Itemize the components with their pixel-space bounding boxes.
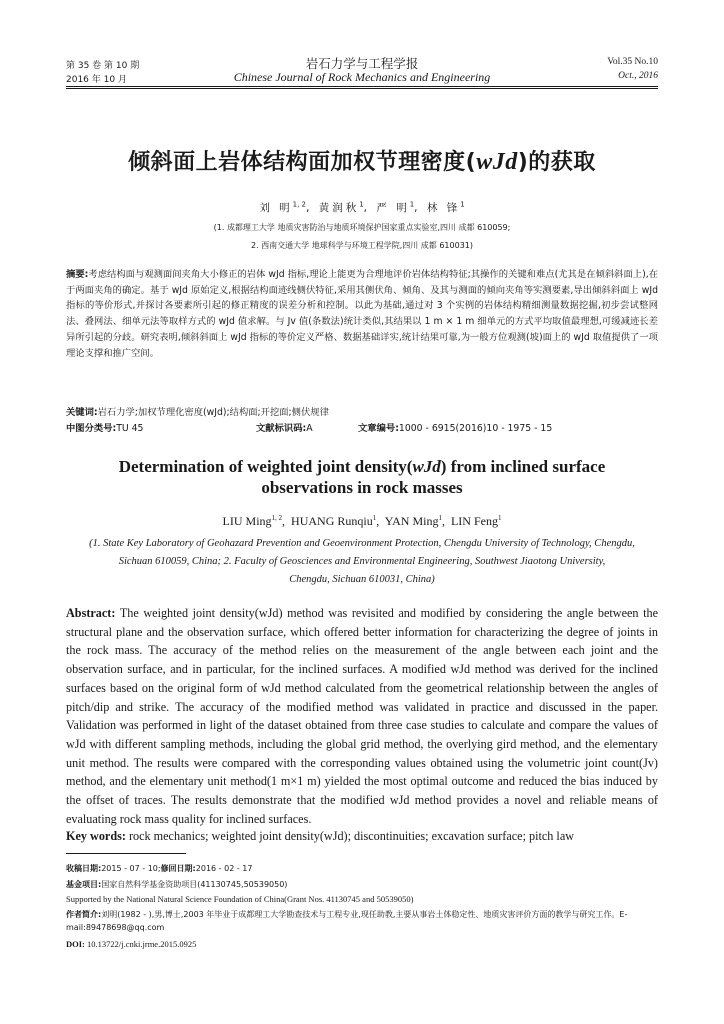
author-cn: 黄润秋 <box>318 202 360 214</box>
footnote-dates <box>66 862 658 875</box>
authors-cn: 刘 明$^{1, 2}$, 黄润秋$^1$, 严 明$^1$, 林 锋$^1$ <box>259 200 465 214</box>
keywords-cn <box>66 404 658 418</box>
affiliations-en <box>66 535 658 589</box>
keywords-en-label: Key words: <box>66 829 126 843</box>
received-label: 收稿日期: <box>66 864 102 873</box>
article-number-label: 文章编号: <box>358 423 399 434</box>
journal-name-cn: 岩石力学与工程学报 <box>305 56 419 71</box>
volume-issue-cn: 第 35 卷 第 10 期 <box>66 61 140 71</box>
affiliation-en: (1. State Key Laboratory of Geohazard Prevention and Geoenvironment Protection, Chengdu University of Technology, Chengdu, <box>89 538 635 549</box>
authors-en: LIU Ming$^{1, 2}$, HUANG Runqiu$^1$, YAN Ming$^1$, LIN Feng$^1$ <box>222 514 502 528</box>
abstract-en-label: Abstract: <box>66 606 116 620</box>
title-en-suffix: ) from inclined surface <box>440 457 606 476</box>
keywords-cn-text: 岩石力学;加权节理化密度(wJd);结构面;开挖面;侧伏规律 <box>97 407 329 418</box>
fund-label: 基金项目: <box>66 880 102 889</box>
author-cn-sup: 1, 2 <box>292 200 307 209</box>
abstract-cn-label: 摘要: <box>66 269 89 280</box>
title-cn-suffix: )的获取 <box>517 150 596 175</box>
author-en-sup: 1 <box>372 514 377 522</box>
bio-text: 刘明(1982 - ),男,博士,2003 年毕业于成都理工大学勘查技术与工程专业,现任助教,主要从事岩土体稳定性、地质灾害评价方面的教学与研究工作。E-mail:89478698@qq.com <box>66 910 628 932</box>
fund-text: 国家自然科学基金资助项目(41130745,50539050) <box>101 880 288 889</box>
author-en: YAN Ming <box>384 514 439 528</box>
bio-label: 作者简介: <box>66 910 102 919</box>
date-cn: 2016 年 10 月 <box>66 75 127 85</box>
abstract-en-text: The weighted joint density(wJd) method was revisited and modified by considering the angle between the structural plane and the observation surface, which offered better information for characterizing the degree of joints in the rock mass. The accuracy of the method relies on the measurement of the angle between each joint and the observation surface, and in particular, for the inclined surfaces. A modified wJd method was derived for the inclined surfaces based on the original form of wJd method calculated from the geometrical relationship between the angles of pitch/dip and strike. The accuracy of the modified method was validated in practice and discussed in the paper. Validation was performed in light of the dataset obtained from three case studies to calculate and compare the values of wJd with different sampling methods, including the global grid method, the overlying gird method, and the elementary unit method. The results were compared with the corresponding values obtained using the volumetric joint count(Jv) method, and the elementary unit method(1 m×1 m) yielded the most optimal outcome and reduced the bias induced by the offset of traces. The results demonstrate that the modified wJd method provides a novel and reliable means of evaluating rock mass quality for inclined surfaces. <box>66 606 659 826</box>
clc-value: TU 45 <box>116 423 144 434</box>
keywords-en <box>66 829 658 844</box>
paper-title-en <box>0 456 724 498</box>
author-cn: 刘 明 <box>259 202 293 214</box>
abstract-cn <box>66 267 658 361</box>
title-en-prefix: Determination of weighted joint density( <box>118 457 413 476</box>
affiliation-cn: (1. 成都理工大学 地质灾害防治与地质环境保护国家重点实验室,四川 成都 610059; <box>213 223 511 232</box>
doi-value: 10.13722/j.cnki.jrme.2015.0925 <box>87 939 197 949</box>
author-cn-sup: 1 <box>359 200 364 209</box>
author-en-sup: 1, 2 <box>271 514 283 522</box>
doi-label: DOI: <box>66 939 85 949</box>
affiliation-en: Chengdu, Sichuan 610031, China) <box>289 574 435 585</box>
abstract-en <box>66 604 658 828</box>
author-en: LIN Feng <box>450 514 498 528</box>
paper-title-cn <box>0 145 724 176</box>
title-cn-prefix: 倾斜面上岩体结构面加权节理密度( <box>128 150 477 175</box>
author-en: LIU Ming <box>222 514 272 528</box>
footnote-fund-en: Supported by the National Natural Science Foundation of China(Grant Nos. 41130745 and 50539050) <box>66 894 414 904</box>
revised-label: 修回日期: <box>160 864 196 873</box>
author-cn: 林 锋 <box>426 202 461 214</box>
title-en-italic: wJd <box>412 457 441 476</box>
author-en-sup: 1 <box>438 514 442 522</box>
keywords-cn-label: 关键词: <box>66 407 98 418</box>
title-en-line2: observations in rock masses <box>261 478 463 497</box>
footnote-rule <box>66 853 186 854</box>
author-cn-sup: 1 <box>409 200 415 209</box>
author-cn: 严 明 <box>376 202 410 214</box>
footnote-fund <box>66 878 658 891</box>
author-cn-sup: 1 <box>460 200 465 209</box>
received-date: 2015 - 07 - 10; <box>101 864 161 873</box>
clc-label: 中图分类号: <box>66 423 117 434</box>
author-en-sup: 1 <box>497 514 502 522</box>
keywords-en-text: rock mechanics; weighted joint density(wJd); discontinuities; excavation surface; pitch law <box>128 829 575 843</box>
revised-date: 2016 - 02 - 17 <box>195 864 253 873</box>
doc-code-value: A <box>306 423 313 434</box>
footnote-bio <box>66 908 658 934</box>
footnote-doi <box>66 938 658 951</box>
journal-name-en: Chinese Journal of Rock Mechanics and Engineering <box>233 70 491 84</box>
header-rule <box>66 86 658 87</box>
abstract-cn-text: 考虑结构面与观测面间夹角大小修正的岩体 wJd 指标,理论上能更为合理地评价岩体结构特征;其操作的关键和难点(尤其是在倾斜斜面上),在于两面夹角的确定。基于 wJd 原始定义,根据结构面迹线侧伏特征,采用其侧伏角、倾角、及其与测面的倾向夹角等实测要素,导出倾斜斜面上 wJd 指标的等价形式,并探讨各要素所引起的修正精度的误差分析和控制。以此为基础,通过对 3 个实例的岩体结构精细测量数据挖掘,初步尝试整网法、叠网法、细单元法等取样方式的 wJd 值求解。与 Jv 值(条数法)统计类似,其结果以 1 m × 1 m 细单元的方式平均取值最理想,可缓减迹长差异所引起的分歧。研究表明,倾斜斜面上 wJd 指标的等价定义严格、数据基础详实,统计结果可靠,为一般方位观测(坡)面上的 wJd 取值提供了一项理论支撑和推广空间。 <box>66 269 658 359</box>
volume-issue-en: Vol.35 No.10 <box>607 57 658 67</box>
affiliation-en: Sichuan 610059, China; 2. Faculty of Geosciences and Environmental Engineering, Southwest Jiaotong University, <box>118 556 606 567</box>
affiliation-cn: 2. 西南交通大学 地球科学与环境工程学院,四川 成都 610031) <box>250 241 473 250</box>
doc-code-label: 文献标识码: <box>256 423 307 434</box>
title-cn-italic: wJd <box>476 149 518 175</box>
header-rule-2 <box>66 88 658 89</box>
date-en: Oct., 2016 <box>618 71 658 81</box>
article-number-value: 1000 - 6915(2016)10 - 1975 - 15 <box>398 423 553 434</box>
author-en: HUANG Runqiu <box>291 514 373 528</box>
